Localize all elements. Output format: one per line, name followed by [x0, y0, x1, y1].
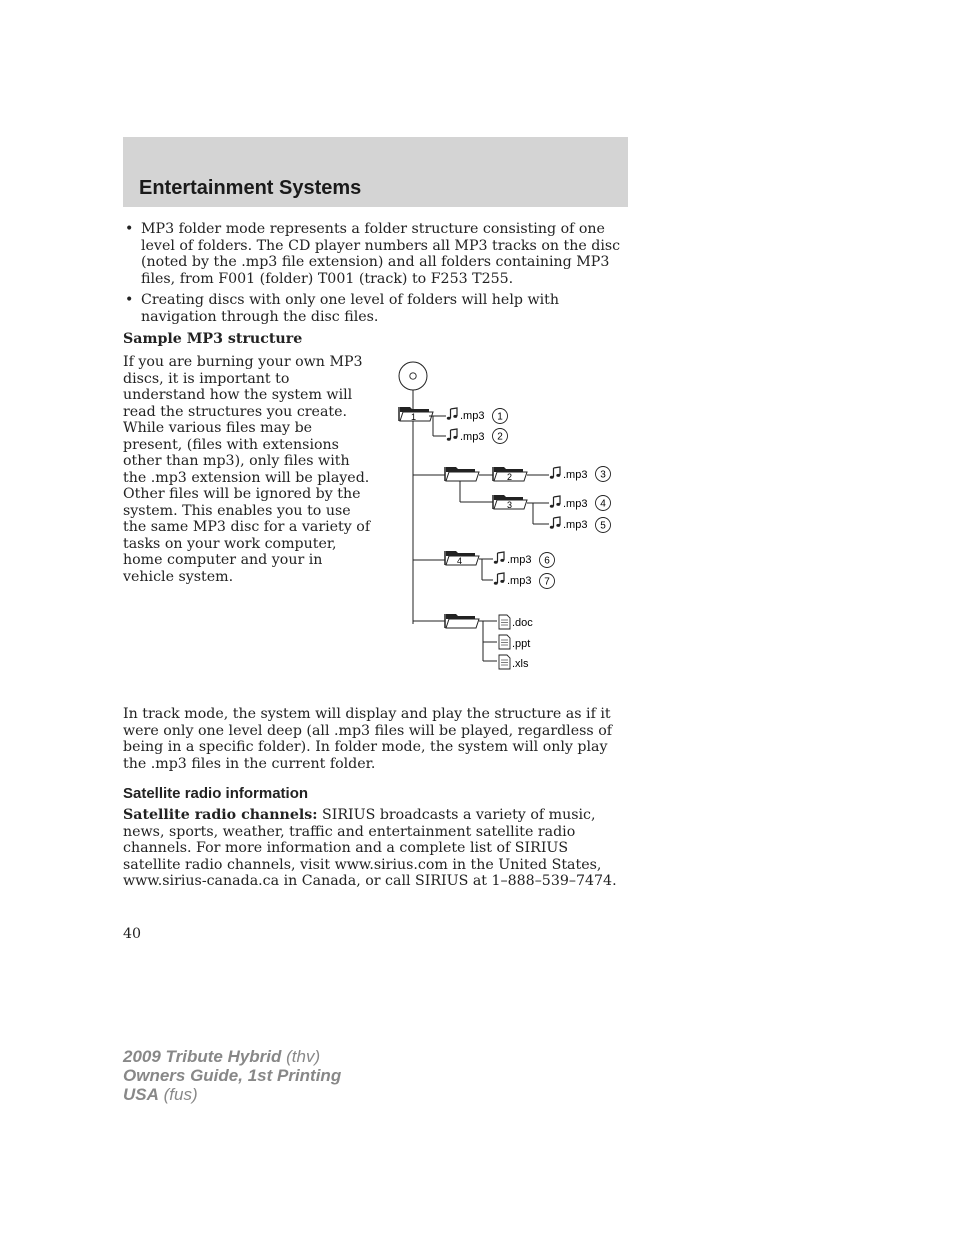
music-note-icon — [550, 517, 561, 529]
section-title: Entertainment Systems — [139, 177, 362, 199]
footer-line3: USA — [123, 1085, 159, 1104]
track-number: 3 — [600, 469, 606, 481]
music-note-icon — [447, 429, 458, 441]
file-extension: .doc — [512, 617, 533, 629]
folder-label: 3 — [507, 500, 513, 510]
mp3-structure-diagram — [393, 360, 633, 680]
music-note-icon — [550, 496, 561, 508]
bullet-text: Creating discs with only one level of folders will help with navigation through the disc files. — [141, 292, 559, 325]
music-note-icon — [550, 467, 561, 479]
footer-line3-paren: (fus) — [158, 1085, 198, 1104]
bullet-item — [123, 221, 628, 287]
file-extension: .mp3 — [507, 575, 532, 587]
file-extension: .mp3 — [460, 431, 485, 443]
document-icon — [499, 615, 510, 629]
satellite-body — [123, 807, 628, 890]
file-extension: .mp3 — [563, 498, 588, 510]
folder-label: 1 — [411, 412, 417, 422]
satellite-text: SIRIUS broadcasts a variety of music, news, sports, weather, traffic and entertainment satellite radio channels. For more information and a complete list of SIRIUS satellite radio channels, visit www.sirius.com in the United States, www.sirius-canada.ca in Canada, or call SIRIUS at 1–888–539–7474. — [123, 807, 617, 889]
section-header — [123, 137, 628, 207]
bullet-icon: • — [125, 292, 134, 308]
document-icon — [499, 655, 510, 669]
file-extension: .xls — [512, 658, 529, 670]
bullet-icon: • — [125, 221, 134, 237]
footer-line2: Owners Guide, 1st Printing — [123, 1066, 342, 1085]
folder-label: 2 — [507, 472, 513, 482]
folder-label: 4 — [457, 556, 463, 566]
sample-heading: Sample MP3 structure — [123, 331, 303, 347]
satellite-heading: Satellite radio information — [123, 785, 309, 802]
track-number: 2 — [497, 431, 503, 443]
music-note-icon — [447, 408, 458, 420]
music-note-icon — [494, 573, 505, 585]
bullet-text: MP3 folder mode represents a folder structure consisting of one level of folders. The CD player numbers all MP3 tracks on the disc (noted by the .mp3 file extension) and all folders containing MP3 files, from F001 (folder) T001 (track) to F253 T255. — [141, 221, 621, 287]
music-note-icon — [494, 552, 505, 564]
satellite-lead: Satellite radio channels: — [123, 807, 318, 823]
bullet-item — [123, 292, 628, 325]
file-extension: .mp3 — [507, 554, 532, 566]
track-number: 4 — [600, 498, 606, 510]
footer-line1: 2009 Tribute Hybrid — [123, 1047, 282, 1066]
footer — [123, 1047, 341, 1104]
track-number: 6 — [544, 555, 550, 567]
file-extension: .mp3 — [563, 519, 588, 531]
sample-body: If you are burning your own MP3 discs, it is important to understand how the system will read the structures you create. While various files may be present, (files with extensions other than mp3), only files with the .mp3 extension will be played. Other files will be ignored by the system. This enables you to use the same MP3 disc for a variety of tasks on your work computer, home computer and your in vehicle system. — [123, 354, 371, 585]
file-extension: .ppt — [512, 638, 531, 650]
page-number: 40 — [123, 926, 142, 942]
file-extension: .mp3 — [563, 469, 588, 481]
track-number: 1 — [497, 411, 503, 423]
folder-icon — [445, 614, 479, 628]
file-extension: .mp3 — [460, 410, 485, 422]
track-number: 5 — [600, 520, 606, 532]
folder-icon — [445, 467, 479, 481]
track-mode-paragraph: In track mode, the system will display and play the structure as if it were only one level deep (all .mp3 files will be played, regardless of being in a specific folder). In folder mode, the system will only play the .mp3 files in the current folder. — [123, 706, 612, 772]
bullet-list — [123, 221, 628, 330]
document-icon — [499, 635, 510, 649]
track-number: 7 — [544, 576, 550, 588]
footer-line1-paren: (thv) — [281, 1047, 321, 1066]
